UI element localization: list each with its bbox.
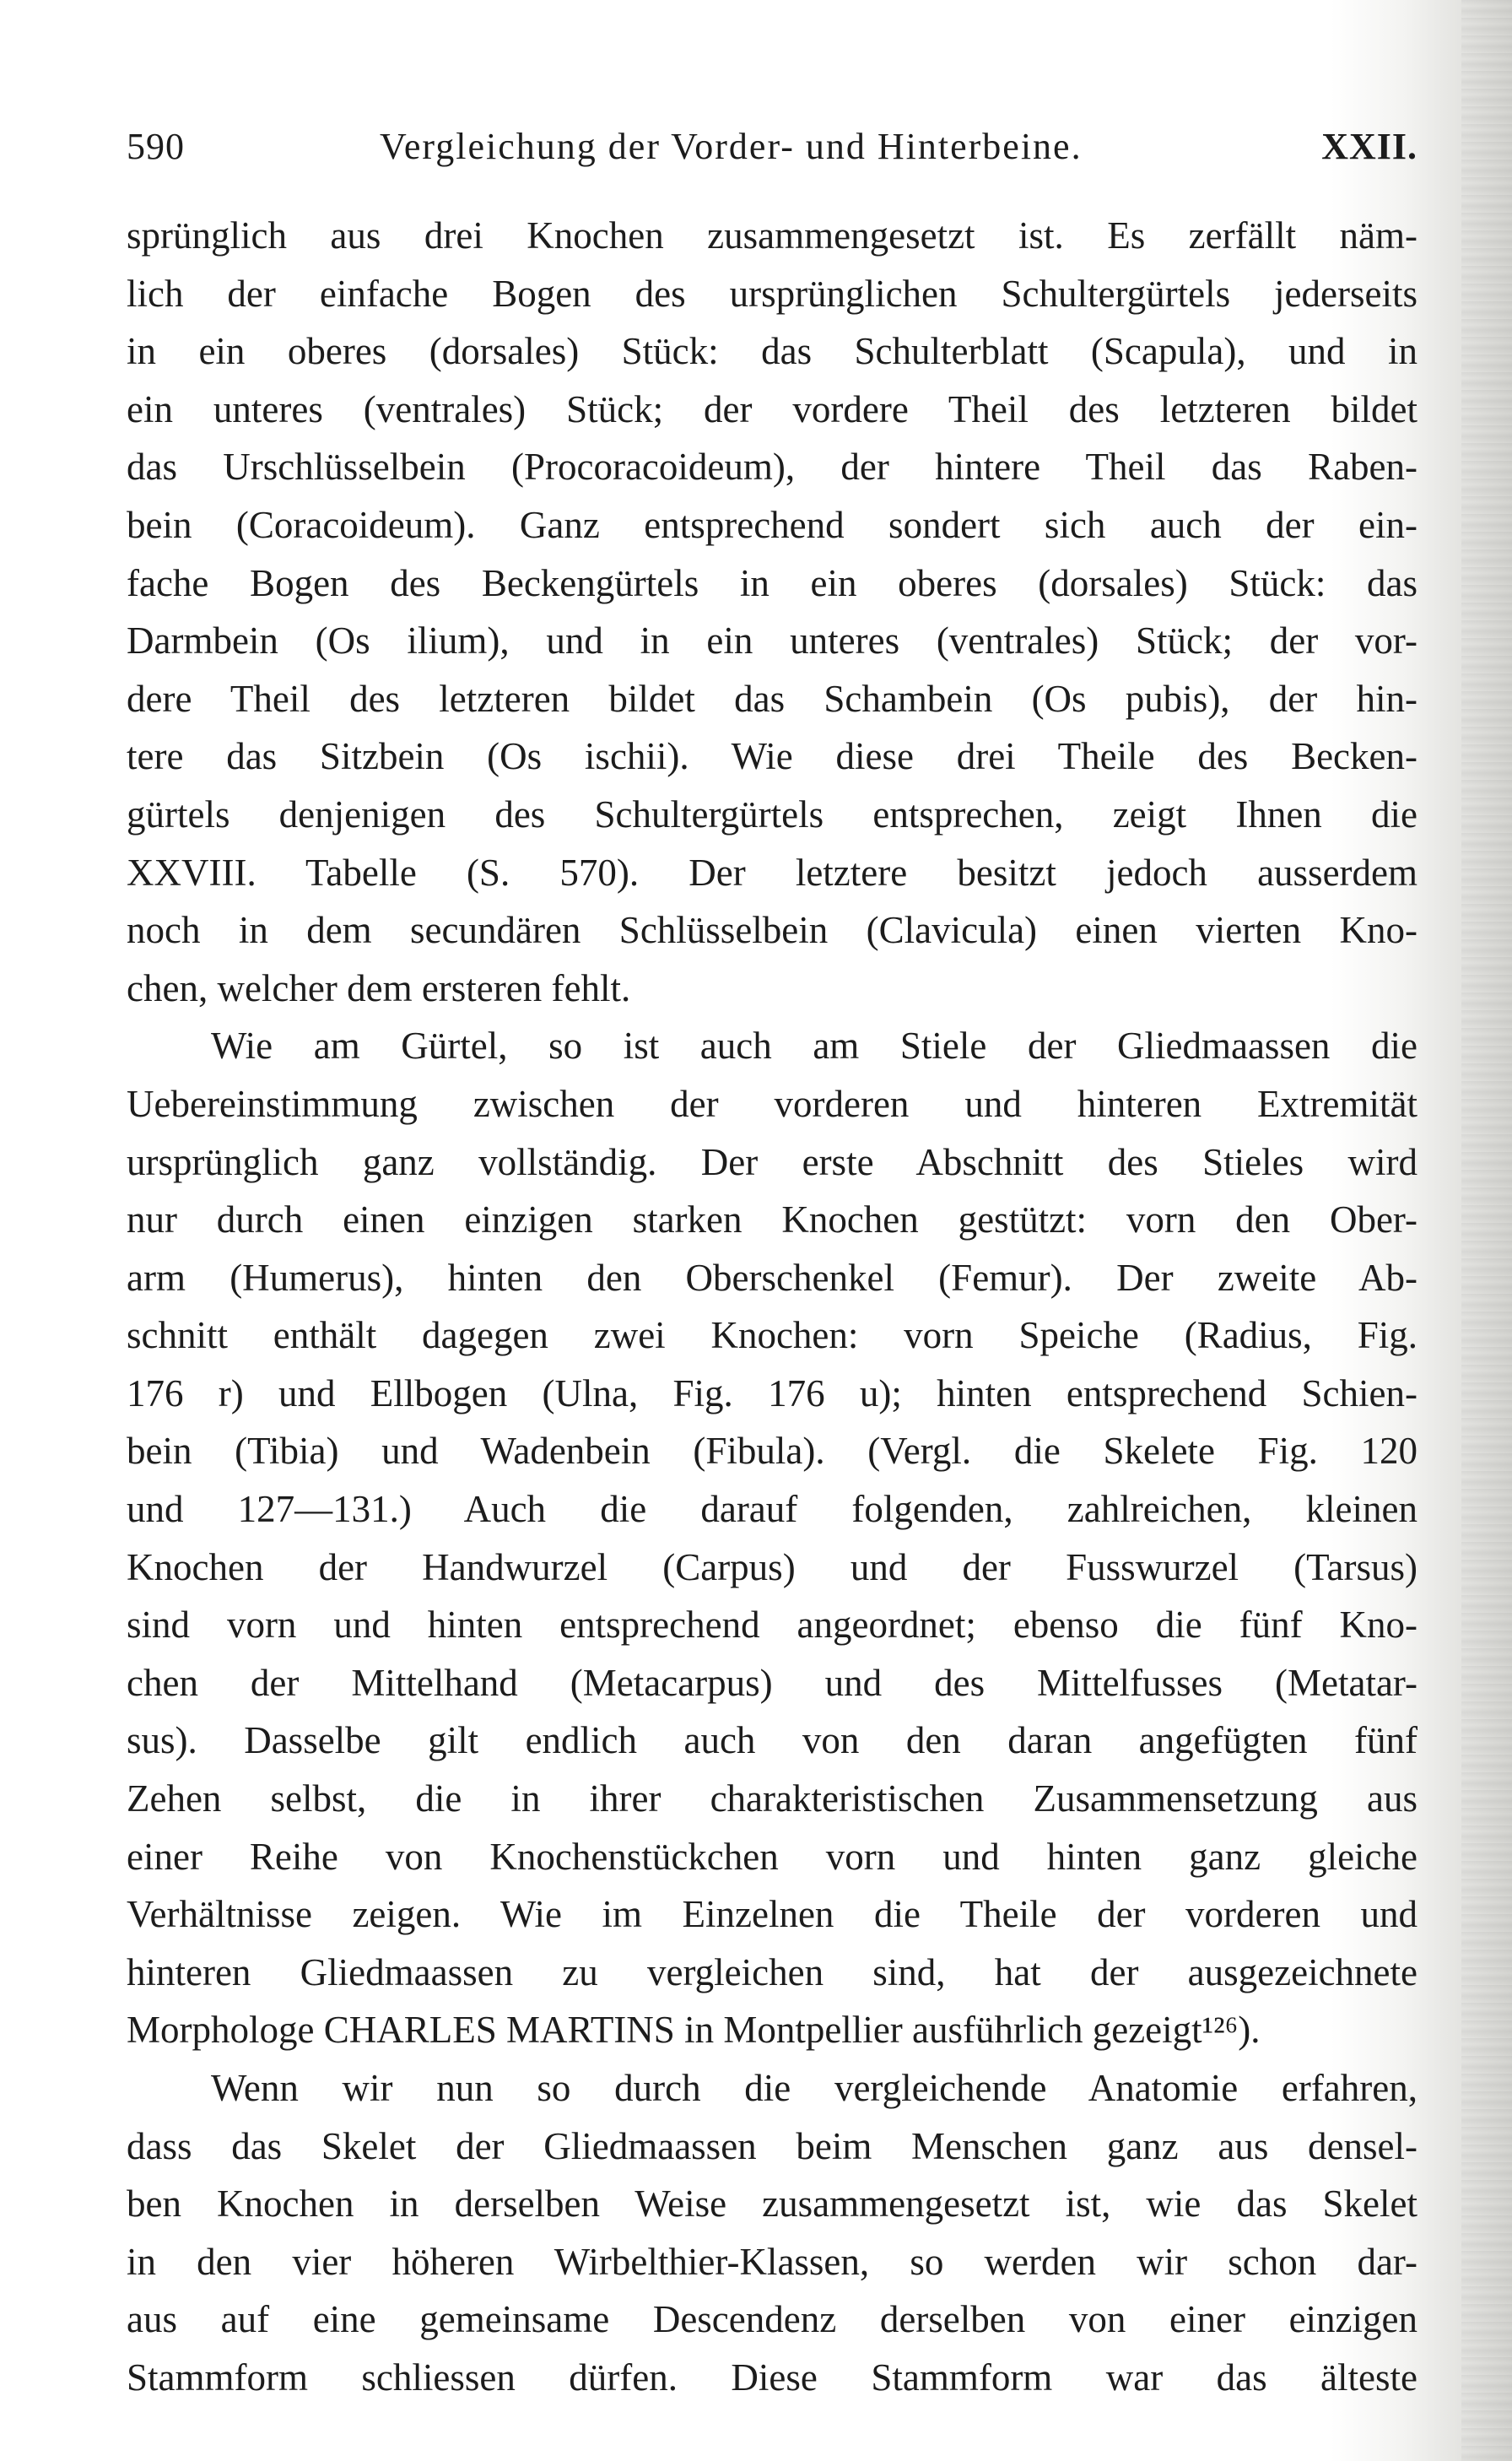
text-line: fache Bogen des Beckengürtels in ein oberes (dorsales) Stück: das [127, 561, 1418, 604]
page-edge-shadow [1461, 0, 1512, 2461]
text-line: sprünglich aus drei Knochen zusammengesetzt ist. Es zerfällt näm- [127, 214, 1418, 257]
text-line: 176 r) und Ellbogen (Ulna, Fig. 176 u); hinten entsprechend Schien- [127, 1371, 1418, 1414]
text-line: Darmbein (Os ilium), und in ein unteres (ventrales) Stück; der vor- [127, 619, 1418, 663]
paragraph-first-line: Wie am Gürtel, so ist auch am Stiele der Gliedmaassen die [211, 1025, 1418, 1068]
text-line: Knochen der Handwurzel (Carpus) und der Fusswurzel (Tarsus) [127, 1545, 1418, 1588]
page-number: 590 [127, 126, 185, 167]
text-line: dass das Skelet der Gliedmaassen beim Menschen ganz aus densel- [127, 2124, 1418, 2167]
text-line: nur durch einen einzigen starken Knochen gestützt: vorn den Ober- [127, 1198, 1418, 1241]
paragraph-last-line: Morphologe CHARLES MARTINS in Montpellier ausführlich gezeigt¹²⁶). [127, 2009, 1261, 2052]
text-line: sus). Dasselbe gilt endlich auch von den daran angefügten fünf [127, 1719, 1418, 1762]
text-line: aus auf eine gemeinsame Descendenz derselben von einer einzigen [127, 2298, 1418, 2341]
text-line: das Urschlüsselbein (Procoracoideum), der hintere Theil das Raben- [127, 446, 1418, 489]
text-line: XXVIII. Tabelle (S. 570). Der letztere besitzt jedoch ausserdem [127, 851, 1418, 894]
paragraph-first-line: Wenn wir nun so durch die vergleichende Anatomie erfahren, [211, 2067, 1418, 2109]
running-head: Vergleichung der Vorder- und Hinterbeine. [380, 126, 1083, 167]
text-line: schnitt enthält dagegen zwei Knochen: vorn Speiche (Radius, Fig. [127, 1314, 1418, 1357]
text-line: ben Knochen in derselben Weise zusammengesetzt ist, wie das Skelet [127, 2182, 1418, 2226]
text-line: in ein oberes (dorsales) Stück: das Schulterblatt (Scapula), und in [127, 330, 1418, 373]
text-line: tere das Sitzbein (Os ischii). Wie diese drei Theile des Becken- [127, 735, 1418, 778]
text-line: sind vorn und hinten entsprechend angeordnet; ebenso die fünf Kno- [127, 1604, 1418, 1647]
text-line: Uebereinstimmung zwischen der vorderen und hinteren Extremität [127, 1082, 1418, 1125]
text-line: ursprünglich ganz vollständig. Der erste Abschnitt des Stieles wird [127, 1140, 1418, 1183]
chapter-number: XXII. [1321, 126, 1418, 167]
text-line: chen der Mittelhand (Metacarpus) und des Mittelfusses (Metatar- [127, 1661, 1418, 1704]
page-header [127, 125, 1418, 179]
text-line: einer Reihe von Knochenstückchen vorn und hinten ganz gleiche [127, 1835, 1418, 1878]
text-line: Zehen selbst, die in ihrer charakteristischen Zusammensetzung aus [127, 1777, 1418, 1820]
text-line: hinteren Gliedmaassen zu vergleichen sind, hat der ausgezeichnete [127, 1950, 1418, 1993]
text-line: Verhältnisse zeigen. Wie im Einzelnen die Theile der vorderen und [127, 1893, 1418, 1936]
text-line: in den vier höheren Wirbelthier-Klassen, so werden wir schon dar- [127, 2240, 1418, 2283]
text-line: ein unteres (ventrales) Stück; der vordere Theil des letzteren bildet [127, 387, 1418, 430]
text-line: dere Theil des letzteren bildet das Schambein (Os pubis), der hin- [127, 677, 1418, 720]
text-line: noch in dem secundären Schlüsselbein (Clavicula) einen vierten Kno- [127, 909, 1418, 952]
body-text [127, 207, 1418, 2407]
text-line: arm (Humerus), hinten den Oberschenkel (Femur). Der zweite Ab- [127, 1256, 1418, 1299]
text-line: bein (Coracoideum). Ganz entsprechend sondert sich auch der ein- [127, 503, 1418, 546]
text-line: und 127—131.) Auch die darauf folgenden, zahlreichen, kleinen [127, 1488, 1418, 1531]
paragraph-last-line: chen, welcher dem ersteren fehlt. [127, 966, 631, 1009]
text-line: gürtels denjenigen des Schultergürtels entsprechen, zeigt Ihnen die [127, 792, 1418, 836]
text-line: bein (Tibia) und Wadenbein (Fibula). (Vergl. die Skelete Fig. 120 [127, 1430, 1418, 1473]
text-line: lich der einfache Bogen des ursprünglichen Schultergürtels jederseits [127, 272, 1418, 315]
text-line: Stammform schliessen dürfen. Diese Stammform war das älteste [127, 2356, 1418, 2399]
